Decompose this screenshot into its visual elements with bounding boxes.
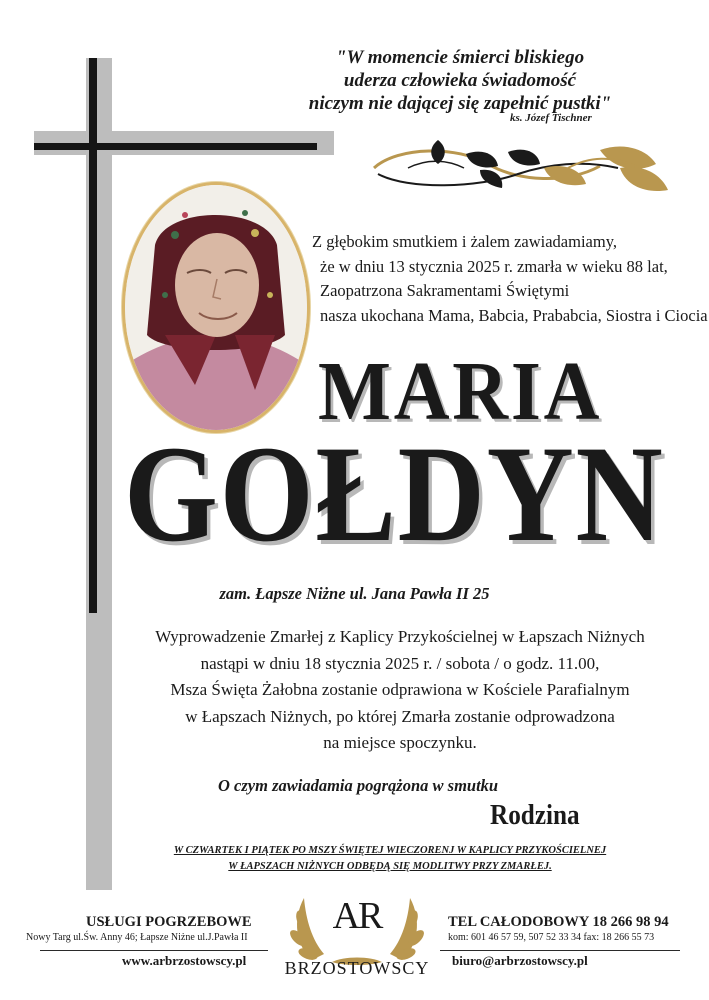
intro-line: że w dniu 13 stycznia 2025 r. zmarła w wieku 88 lat, xyxy=(320,256,668,276)
cross-icon xyxy=(89,58,97,613)
footer-phone-title: TEL CAŁODOBOWY 18 266 98 94 xyxy=(448,914,669,930)
footer-service-title: USŁUGI POGRZEBOWE xyxy=(86,914,252,930)
intro-line: Zaopatrzona Sakramentami Świętymi xyxy=(320,281,570,300)
intro-line: Z głębokim smutkiem i żalem zawiadamiamy, xyxy=(312,232,618,251)
intro-line: nasza ukochana Mama, Babcia, Prababcia, Siostra i Ciocia xyxy=(320,305,708,325)
portrait-photo xyxy=(122,182,310,433)
ceremony-details xyxy=(80,624,709,757)
logo-initials: AR xyxy=(332,895,382,937)
ceremony-line: Msza Święta Żałobna zostanie odprawiona w Kościele Parafialnym xyxy=(170,680,630,699)
footer-email-link[interactable]: biuro@arbrzostowscy.pl xyxy=(452,953,588,968)
quote-author: ks. Józef Tischner xyxy=(510,112,592,124)
ceremony-line: nastąpi w dniu 18 stycznia 2025 r. / sobota / o godz. 11.00, xyxy=(200,653,600,673)
prayer-notice xyxy=(140,843,640,875)
inform-text: O czym zawiadamia pogrążona w smutku xyxy=(218,776,499,795)
cross-arm xyxy=(34,143,317,150)
footer-contacts: kom: 601 46 57 59, 507 52 33 34 fax: 18 266 55 73 xyxy=(448,932,655,943)
quote xyxy=(250,46,670,115)
prayer-line: W ŁAPSZACH NIŻNYCH ODBĘDĄ SIĘ MODLITWY PRZY ZMARŁEJ. xyxy=(228,861,552,872)
footer-address: Nowy Targ ul.Św. Anny 46; Łapsze Niżne ul.J.Pawła II xyxy=(26,932,248,943)
logo-name: BRZOSTOWSCY xyxy=(284,958,430,978)
prayer-line: W CZWARTEK I PIĄTEK PO MSZY ŚWIĘTEJ WIECZORENJ W KAPLICY PRZYKOŚCIELNEJ xyxy=(173,845,607,856)
footer-divider-left xyxy=(40,950,268,951)
ceremony-line: Wyprowadzenie Zmarłej z Kaplicy Przykościelnej w Łapszach Niżnych xyxy=(155,627,645,646)
leaf-ornament-icon xyxy=(368,138,673,196)
footer-divider-right xyxy=(440,950,680,951)
ceremony-line: w Łapszach Niżnych, po której Zmarła zostanie odprowadzona xyxy=(185,706,615,726)
quote-line: uderza człowieka świadomość xyxy=(343,70,577,91)
footer-website-link[interactable]: www.arbrzostowscy.pl xyxy=(122,953,247,968)
family-signature: Rodzina xyxy=(490,800,580,831)
deceased-surname: GOŁDYN xyxy=(124,417,665,570)
quote-line: niczym nie dającej się zapełnić pustki" xyxy=(308,93,612,114)
quote-line: "W momencie śmierci bliskiego xyxy=(335,47,585,68)
deceased-first-name: MARIA xyxy=(318,345,603,438)
announcement-intro xyxy=(312,230,708,328)
ceremony-line: na miejsce spoczynku. xyxy=(323,733,477,752)
deceased-address: zam. Łapsze Niżne ul. Jana Pawła II 25 xyxy=(219,584,490,603)
